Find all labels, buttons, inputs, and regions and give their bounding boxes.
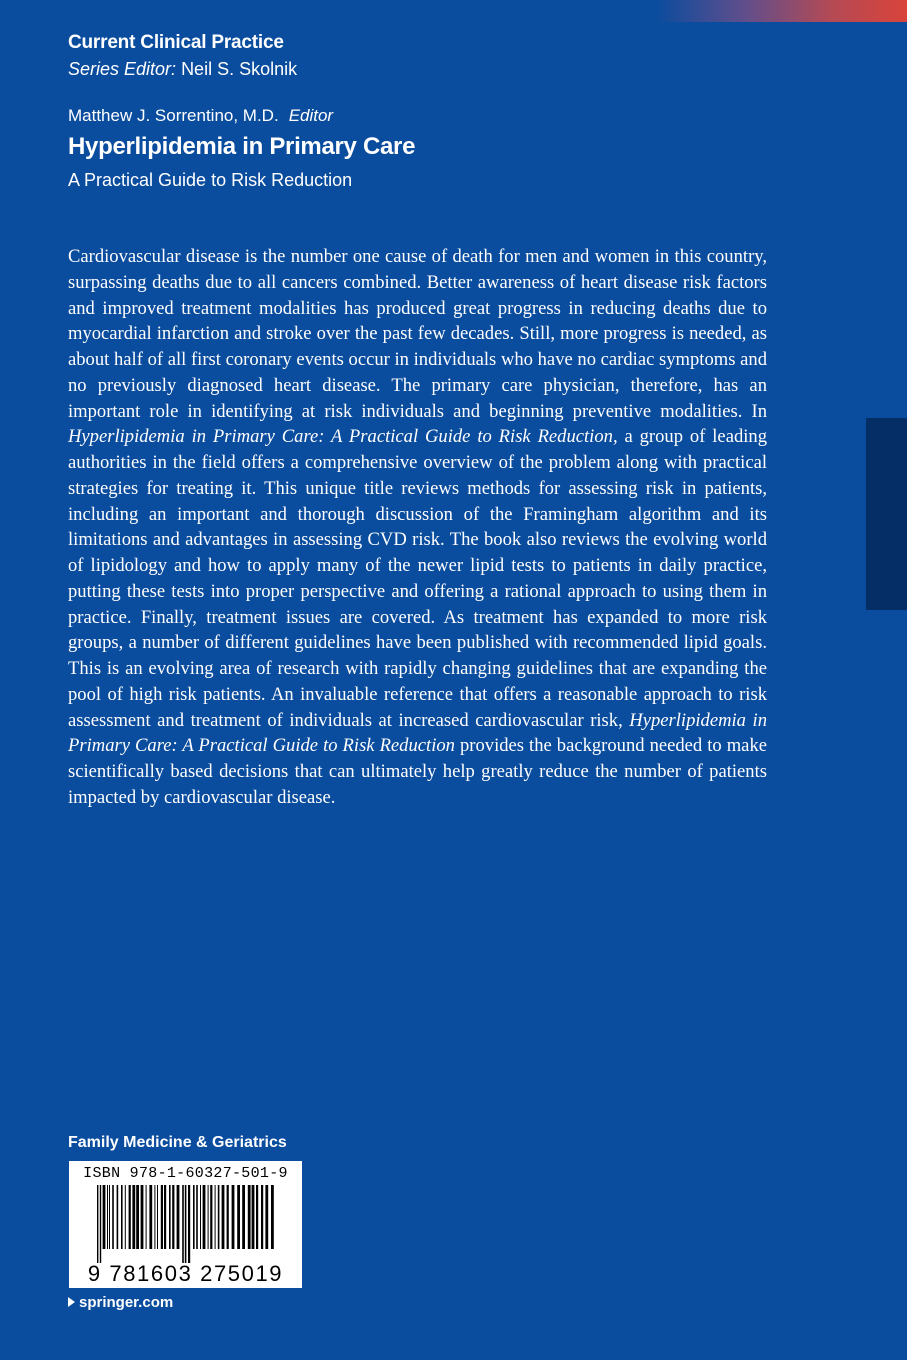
description-part-1: Cardiovascular disease is the number one cause of death for men and women in this country, surpassing deaths due to all cancers combined. Better awareness of heart disease risk factors and improved treatment modalities has produced great progress in reducing deaths due to myocardial infarction and stroke over the past few decades. Still, more progress is needed, as about half of all first coronary events occur in individuals who have no cardiac symptoms and no previously diagnosed heart disease. The primary care physician, therefore, has an important role in identifying at risk individuals and beginning preventive modalities. In <box>68 246 767 422</box>
barcode-bar <box>141 1185 144 1249</box>
barcode-bar <box>182 1185 184 1263</box>
barcode-bar <box>203 1185 206 1249</box>
series-title: Current Clinical Practice <box>68 32 284 53</box>
barcode-bar <box>222 1185 225 1249</box>
barcode-bar <box>227 1185 229 1249</box>
series-editor-line <box>68 57 297 81</box>
corner-accent-stripe <box>655 0 907 22</box>
barcode-bar <box>146 1185 147 1249</box>
spine-tab <box>866 418 907 610</box>
ean-digits: 9 781603 275019 <box>87 1261 284 1286</box>
website-link[interactable] <box>68 1292 173 1314</box>
barcode-bar <box>103 1185 106 1249</box>
description-part-2: a group of leading authorities in the field offers a comprehensive overview of the problem along with practical strategies for treating it. This unique title reviews methods for assessing risk in patients, including an important and thorough discussion of the Framingham algorithm and its limitations and advantages in assessing CVD risk. The book also reviews the evolving world of lipidology and how to apply many of the newer lipid tests to patients in daily practice, putting these tests into proper perspective and offering a rational approach to using them in practice. Finally, treatment issues are covered. As treatment has expanded to more risk groups, a number of different guidelines have been published with recommended lipid goals. This is an evolving area of research with rapidly changing guidelines that are expanding the pool of high risk patients. An invaluable reference that offers a reasonable approach to risk assessment and treatment of individuals at increased cardiovascular risk, <box>68 426 767 731</box>
barcode-bar <box>129 1185 131 1249</box>
barcode-bar <box>215 1185 216 1249</box>
barcode-bar <box>185 1185 187 1263</box>
barcode-bar <box>164 1185 166 1249</box>
barcode-bars <box>97 1185 275 1263</box>
barcode-bar <box>232 1185 235 1249</box>
barcode-bar <box>261 1185 263 1249</box>
barcode-bar <box>242 1185 245 1249</box>
barcode-bar <box>112 1185 114 1249</box>
website-text: springer.com <box>79 1294 174 1311</box>
book-editor-line <box>68 104 415 128</box>
book-title: Hyperlipidemia in Primary Care <box>68 133 416 160</box>
barcode-bar <box>117 1185 119 1249</box>
barcode-bar <box>256 1185 258 1249</box>
book-editor-name: Matthew J. Sorrentino, M.D. <box>68 106 279 125</box>
barcode-bar <box>196 1185 198 1249</box>
book-header <box>68 104 415 192</box>
barcode-bar <box>107 1185 108 1249</box>
barcode-bar <box>265 1185 268 1249</box>
series-editor-label: Series Editor: <box>68 59 177 79</box>
barcode-bar <box>210 1185 212 1249</box>
barcode-bar <box>193 1185 195 1249</box>
description-title-ref-2: Hyperlipidemia in Primary Care: A Practical Guide to Risk Reduction <box>68 709 767 757</box>
description-title-ref-1: Hyperlipidemia in Primary Care: A Practical Guide to Risk Reduction, <box>68 426 618 448</box>
barcode-bar <box>237 1185 240 1249</box>
barcode-bar <box>149 1185 152 1249</box>
barcode-bar <box>208 1185 209 1249</box>
barcode-bar <box>125 1185 126 1249</box>
barcode-bar <box>157 1185 158 1249</box>
barcode-bar <box>109 1185 110 1249</box>
barcode-bar <box>188 1185 190 1263</box>
book-subtitle: A Practical Guide to Risk Reduction <box>68 170 353 190</box>
barcode-bar <box>172 1185 174 1249</box>
description-part-3: provides the background needed to make scientifically based decisions that can ultimately help greatly reduce the number of patients impacted by cardiovascular disease. <box>68 735 767 808</box>
barcode-bar <box>200 1185 201 1249</box>
barcode <box>69 1161 302 1288</box>
barcode-bar <box>136 1185 139 1249</box>
barcode-bar <box>161 1185 163 1249</box>
book-editor-label: Editor <box>288 106 334 125</box>
barcode-bar <box>154 1185 155 1249</box>
barcode-bar <box>177 1185 180 1249</box>
barcode-bar <box>248 1185 251 1249</box>
barcode-bar <box>169 1185 171 1249</box>
barcode-bar <box>252 1185 255 1249</box>
isbn-text: ISBN 978-1-60327-501-9 <box>83 1165 288 1182</box>
barcode-bar <box>218 1185 220 1249</box>
barcode-bar <box>121 1185 123 1249</box>
series-editor-name: Neil S. Skolnik <box>181 59 298 79</box>
book-description <box>68 244 767 811</box>
barcode-bar <box>100 1185 101 1263</box>
barcode-bar <box>271 1185 274 1249</box>
barcode-bar <box>132 1185 135 1249</box>
series-block <box>68 32 297 81</box>
subject-category: Family Medicine & Geriatrics <box>68 1134 287 1151</box>
barcode-bar <box>97 1185 98 1263</box>
arrow-right-icon <box>68 1297 75 1307</box>
